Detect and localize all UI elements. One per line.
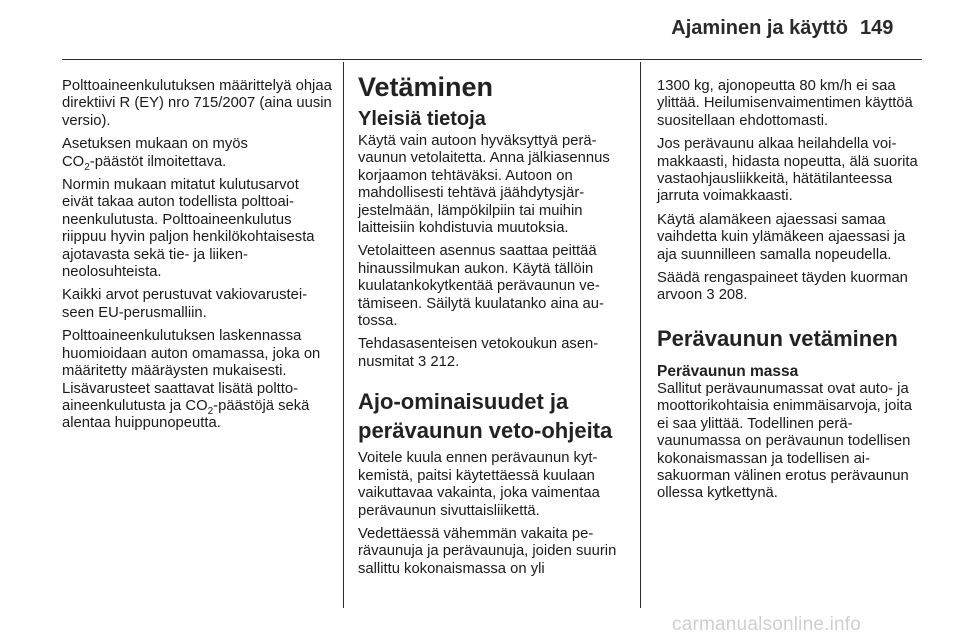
subsection-heading: Perävaunun massa [657,362,799,380]
paragraph [62,328,332,432]
text-run: 208. [714,287,748,304]
text-run: 212. [426,353,460,370]
section-heading: Ajo-ominaisuudet ja perävaunun veto-ohjeita [358,389,613,444]
subsection-heading: Yleisiä tietoja [358,108,486,130]
paragraph: Sallitut perävaunumassat ovat auto- ja moottorikohtaisia enimmäisarvoja, joita ei saa ylittää. Todellinen perävaunumassa on perävaunun todellisen kokonaismassan ja todellisen aisakuorman välinen erotus perävaunun ollessa kytkettynä. [657,380,912,502]
paragraph: Normin mukaan mitatut kulutusarvot eivät takaa auton todellista polttoaineenkulutusta. Polttoaineenkulutus riippuu hyvin paljon henkilökohtaisesta ajotavasta sekä tie- ja liikenneolosuhteista. [62,177,315,281]
paragraph [358,336,626,371]
paragraph: Kaikki arvot perustuvat vakiovarusteiseen EU-perusmalliin. [62,287,308,321]
text-run: Polttoaineenkulutuksen laskennassa huomioidaan auton omamassa, joka on määritetty määräysten mukaisesti. Lisävarusteet saattavat lisätä polttoaineenkulutusta ja CO [62,328,321,414]
paragraph: Voitele kuula ennen perävaunun kytkemistä, paitsi käytettäessä kuulaan vaikuttavaa vakainta, joka vaimentaa perävaunun sivuttaisliikettä. [358,450,600,519]
paragraph [657,270,925,305]
column-2 [358,72,626,584]
paragraph: Vedettäessä vähemmän vakaita perävaunuja ja perävaunuja, joiden suurin sallittu kokonaismassa on yli [358,525,617,577]
subscript: 2 [207,405,214,417]
paragraph: Jos perävaunu alkaa heilahdella voimakkaasti, hidasta nopeutta, älä suorita vastaohjausliikkeitä, hätätilanteessa jarruta voimakkaasti. [657,136,918,205]
section-heading: Vetäminen [358,72,494,102]
column-1 [62,78,332,439]
paragraph: Polttoaineenkulutuksen määrittelyä ohjaa direktiivi R (EY) nro 715/2007 (aina uusin versio). [62,78,332,129]
text-run: CO [62,153,85,170]
paragraph: Vetolaitteen asennus saattaa peittää hinaussilmukan aukon. Käytä tällöin kuulatankokytkentää perävaunun vetämiseen. Säilytä kuulatanko aina autossa. [358,243,604,330]
paragraph: 1300 kg, ajonopeutta 80 km/h ei saa ylittää. Heilumisenvaimentimen käyttöä suositellaan ehdottomasti. [657,78,913,129]
paragraph: Käytä alamäkeen ajaessasi samaa vaihdetta kuin ylämäkeen ajaessasi ja aja suunnilleen samalla nopeudella. [657,211,906,263]
text-run: Tehdasasenteisen vetokoukun asennusmitat [358,336,599,370]
text-run: Säädä rengaspaineet täyden kuorman arvoon [657,270,908,304]
column-divider-1 [343,62,344,608]
text-run: Asetuksen mukaan on myös [62,136,248,153]
column-3 [657,78,925,509]
watermark: carmanualsonline.info [672,614,862,635]
reference-arrow-icon: 3 [706,287,715,304]
subscript: 2 [84,161,90,173]
paragraph [62,136,332,171]
text-run: -päästöjä sekä alentaa huippunopeutta. [62,397,310,432]
text-run: -päästöt ilmoitettava. [89,153,227,170]
column-divider-2 [640,62,641,608]
page-header-title: Ajaminen ja käyttö [671,17,848,39]
header-divider [62,59,922,60]
reference-arrow-icon: 3 [418,353,427,370]
section-heading: Perävaunun vetäminen [657,325,898,351]
page-number: 149 [860,17,894,39]
paragraph: Käytä vain autoon hyväksyttyä perävaunun vetolaitetta. Anna jälkiasennus korjaamon tehtäväksi. Autoon on mahdollisesti tehtävä jäähdytysjärjestelmään, lämpökilpiin tai muihin laitteisiin kohdistuvia muutoksia. [358,133,610,237]
